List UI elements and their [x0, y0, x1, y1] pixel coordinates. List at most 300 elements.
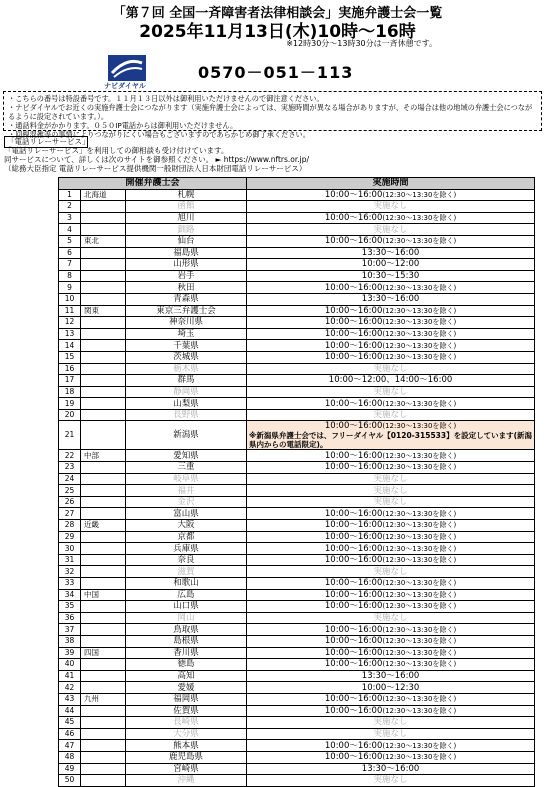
table-row: [59, 705, 535, 717]
region-label: [81, 554, 126, 566]
bar-association-name: 徳島: [126, 659, 247, 671]
bar-association-name: 宮崎県: [126, 763, 247, 775]
time-value: 10:00〜16:00: [324, 555, 383, 566]
time-cell: [247, 775, 535, 787]
region-label: [81, 485, 126, 497]
time-value: 13:30〜16:00: [361, 247, 420, 258]
row-number: 20: [59, 409, 81, 421]
row-number: 31: [59, 554, 81, 566]
bar-association-name: 福岡県: [126, 693, 247, 705]
row-number: 5: [59, 235, 81, 247]
time-cell: [247, 293, 535, 305]
time-cell: [247, 450, 535, 462]
table-row: [59, 247, 535, 259]
row-number: 50: [59, 775, 81, 787]
time-value: 10:00〜16:00: [324, 398, 383, 409]
row-number: 27: [59, 508, 81, 520]
time-value: 10:00〜16:00: [324, 213, 383, 224]
time-value: 10:00〜16:00: [324, 508, 383, 519]
time-cell: [247, 375, 535, 387]
time-cell: [247, 751, 535, 763]
time-cell: [247, 282, 535, 294]
bar-association-name: 長崎県: [126, 717, 247, 729]
time-value: 実施なし: [373, 473, 408, 484]
bar-association-name: 函館: [126, 201, 247, 213]
relay-service-box: 「電話リレーサービス」: [4, 136, 88, 148]
col-header-association: 開催弁護士会: [59, 178, 247, 190]
time-value: 10:00〜16:00: [324, 305, 383, 316]
row-number: 12: [59, 317, 81, 329]
time-value: 10:00〜16:00: [324, 340, 383, 351]
row-number: 45: [59, 717, 81, 729]
table-row: [59, 531, 535, 543]
break-exclusion-note: (12:30〜13:30を除く): [382, 660, 457, 669]
bar-association-name: 長野県: [126, 409, 247, 421]
bar-association-name: 愛媛: [126, 682, 247, 694]
time-value: 10:00〜16:00: [324, 659, 383, 670]
row-number: 44: [59, 705, 81, 717]
region-label: [81, 775, 126, 787]
bar-association-name: 愛知県: [126, 450, 247, 462]
bar-association-name: 富山県: [126, 508, 247, 520]
time-value: 10:00〜16:00: [324, 705, 383, 716]
bar-association-name: 大分県: [126, 728, 247, 740]
break-exclusion-note: (12:30〜13:30を除く): [382, 625, 457, 634]
region-label: [81, 340, 126, 352]
table-row: [59, 578, 535, 590]
table-row: [59, 693, 535, 705]
region-label: [81, 624, 126, 636]
bar-association-name: 和歌山: [126, 578, 247, 590]
time-cell: [247, 693, 535, 705]
bar-association-name: 大阪: [126, 520, 247, 532]
bar-association-name: 鳥取県: [126, 624, 247, 636]
notice-box: [3, 91, 542, 139]
row-number: 42: [59, 682, 81, 694]
region-label: [81, 363, 126, 375]
time-value: 10:00〜16:00: [324, 329, 383, 340]
bar-association-name: 埼玉: [126, 328, 247, 340]
region-label: [81, 375, 126, 387]
table-row: [59, 543, 535, 555]
region-label: 中国: [81, 589, 126, 601]
region-label: [81, 282, 126, 294]
bar-association-name: 青森県: [126, 293, 247, 305]
region-label: [81, 247, 126, 259]
break-exclusion-note: (12:30〜13:30を除く): [382, 695, 457, 704]
row-number: 1: [59, 189, 81, 201]
time-value: 13:30〜16:00: [361, 294, 420, 305]
break-exclusion-note: (12:30〜13:30を除く): [382, 590, 457, 599]
region-label: 四国: [81, 647, 126, 659]
phone-number: 0570－051－113: [198, 63, 354, 82]
bar-association-name: 茨城県: [126, 351, 247, 363]
region-label: [81, 705, 126, 717]
row-number: 49: [59, 763, 81, 775]
break-exclusion-note: (12:30〜13:30を除く): [382, 648, 457, 657]
bar-association-name: 奈良: [126, 554, 247, 566]
time-cell: [247, 635, 535, 647]
break-exclusion-note: (12:30〜13:30を除く): [382, 283, 457, 292]
row-number: 22: [59, 450, 81, 462]
time-value: 実施なし: [373, 717, 408, 728]
break-exclusion-note: (12:30〜13:30を除く): [382, 637, 457, 646]
region-label: [81, 201, 126, 213]
region-label: [81, 751, 126, 763]
time-cell: [247, 235, 535, 247]
time-value: 10:00〜16:00: [324, 589, 383, 600]
bar-association-name: 兵庫県: [126, 543, 247, 555]
time-cell: [247, 224, 535, 236]
time-value: 10:00〜16:00: [324, 352, 383, 363]
break-exclusion-note: (12:30〜13:30を除く): [382, 521, 457, 530]
relay-line: 「電話リレーサービス」を利用しての御相談も受け付けています。: [4, 146, 229, 155]
break-exclusion-note: (12:30〜13:30を除く): [382, 190, 457, 199]
bar-association-name: 群馬: [126, 375, 247, 387]
bar-association-name: 千葉県: [126, 340, 247, 352]
time-cell: [247, 363, 535, 375]
table-row: [59, 282, 535, 294]
time-value: 実施なし: [373, 485, 408, 496]
table-row: [59, 421, 535, 450]
table-row: [59, 682, 535, 694]
time-value: 10:00〜16:00: [324, 578, 383, 589]
row-number: 28: [59, 520, 81, 532]
region-label: 近畿: [81, 520, 126, 532]
region-label: [81, 317, 126, 329]
row-number: 47: [59, 740, 81, 752]
region-label: [81, 421, 126, 450]
special-note: ※新潟県弁護士会では、フリーダイヤル【0120-315533】を設定しています(新潟県内からの電話限定)。: [249, 431, 533, 450]
time-cell: [247, 717, 535, 729]
table-row: [59, 235, 535, 247]
table-row: [59, 340, 535, 352]
row-number: 43: [59, 693, 81, 705]
table-row: [59, 351, 535, 363]
bar-association-name: 三重: [126, 462, 247, 474]
time-cell: [247, 409, 535, 421]
bar-association-name: 山形県: [126, 259, 247, 271]
time-value: 10:00〜16:00: [324, 752, 383, 763]
bar-association-name: 旭川: [126, 212, 247, 224]
row-number: 10: [59, 293, 81, 305]
time-cell: [247, 728, 535, 740]
time-value: 10:00〜12:00: [361, 259, 420, 270]
bar-association-name: 京都: [126, 531, 247, 543]
bar-association-name: 沖縄: [126, 775, 247, 787]
table-row: [59, 647, 535, 659]
time-value: 10:00〜16:00: [324, 189, 383, 200]
row-number: 15: [59, 351, 81, 363]
break-note: ※12時30分〜13時30分は一斉休憩です。: [286, 39, 437, 48]
region-label: 関東: [81, 305, 126, 317]
table-row: [59, 270, 535, 282]
region-label: [81, 717, 126, 729]
row-number: 35: [59, 601, 81, 613]
table-row: [59, 462, 535, 474]
region-label: [81, 328, 126, 340]
bar-association-name: 福井: [126, 485, 247, 497]
break-exclusion-note: (12:30〜13:30を除く): [382, 341, 457, 350]
break-exclusion-note: (12:30〜13:30を除く): [382, 509, 457, 518]
time-cell: [247, 462, 535, 474]
row-number: 36: [59, 612, 81, 624]
time-cell: [247, 508, 535, 520]
time-value: 10:00〜16:00: [324, 543, 383, 554]
time-cell: [247, 659, 535, 671]
row-number: 17: [59, 375, 81, 387]
break-exclusion-note: (12:30〜13:30を除く): [382, 544, 457, 553]
row-number: 39: [59, 647, 81, 659]
table-row: [59, 670, 535, 682]
table-row: [59, 601, 535, 613]
row-number: 25: [59, 485, 81, 497]
table-row: [59, 496, 535, 508]
break-exclusion-note: (12:30〜13:30を除く): [382, 318, 457, 327]
region-label: 中部: [81, 450, 126, 462]
bar-association-name: 鹿児島県: [126, 751, 247, 763]
row-number: 38: [59, 635, 81, 647]
table-row: [59, 763, 535, 775]
time-cell: [247, 647, 535, 659]
row-number: 14: [59, 340, 81, 352]
time-cell: [247, 740, 535, 752]
region-label: [81, 351, 126, 363]
row-number: 48: [59, 751, 81, 763]
time-cell: [247, 705, 535, 717]
row-number: 41: [59, 670, 81, 682]
page-title: 「第７回 全国一斉障害者法律相談会」実施弁護士会一覧: [112, 6, 443, 21]
table-body: [59, 189, 535, 786]
bar-association-name: 山口県: [126, 601, 247, 613]
time-cell: [247, 340, 535, 352]
row-number: 18: [59, 386, 81, 398]
table-row: [59, 450, 535, 462]
row-number: 7: [59, 259, 81, 271]
time-cell: [247, 351, 535, 363]
region-label: [81, 543, 126, 555]
time-cell: [247, 520, 535, 532]
table-row: [59, 409, 535, 421]
time-cell: [247, 601, 535, 613]
notice-line: ・こちらの番号は特設番号です。１１月１３日以外は御利用いただけませんので御注意ください。: [8, 94, 324, 103]
row-number: 11: [59, 305, 81, 317]
table-row: [59, 554, 535, 566]
time-cell: [247, 421, 535, 450]
table-row: [59, 589, 535, 601]
break-exclusion-note: (12:30〜13:30を除く): [382, 237, 457, 246]
time-value: 13:30〜16:00: [361, 763, 420, 774]
time-cell: [247, 624, 535, 636]
region-label: [81, 496, 126, 508]
time-value: 10:00〜16:00: [324, 531, 383, 542]
region-label: [81, 224, 126, 236]
bar-association-name: 神奈川県: [126, 317, 247, 329]
bar-association-name: 滋賀: [126, 566, 247, 578]
table-row: [59, 473, 535, 485]
break-exclusion-note: (12:30〜13:30を除く): [382, 556, 457, 565]
row-number: 32: [59, 566, 81, 578]
bar-association-name: 金沢: [126, 496, 247, 508]
notice-line: ・通話料金がかかります。０５０IP電話からは御利用いただけません。: [8, 121, 238, 130]
bar-association-name: 島根県: [126, 635, 247, 647]
time-value: 10:00〜16:00: [324, 636, 383, 647]
bar-association-name: 栃木県: [126, 363, 247, 375]
col-header-time: 実施時間: [247, 178, 535, 190]
region-label: 九州: [81, 693, 126, 705]
region-label: [81, 670, 126, 682]
row-number: 23: [59, 462, 81, 474]
region-label: [81, 635, 126, 647]
time-value: 実施なし: [373, 201, 408, 212]
row-number: 26: [59, 496, 81, 508]
time-cell: [247, 398, 535, 410]
row-number: 40: [59, 659, 81, 671]
region-label: [81, 612, 126, 624]
break-exclusion-note: (12:30〜13:30を除く): [382, 306, 457, 315]
time-value: 実施なし: [373, 566, 408, 577]
bar-association-name: 静岡県: [126, 386, 247, 398]
time-cell: [247, 247, 535, 259]
table-row: [59, 775, 535, 787]
region-label: [81, 682, 126, 694]
table-row: [59, 212, 535, 224]
row-number: 46: [59, 728, 81, 740]
event-date: 2025年11月13日(木)10時〜16時: [139, 22, 416, 42]
time-cell: [247, 589, 535, 601]
table-row: [59, 293, 535, 305]
time-value: 10:00〜16:00: [324, 450, 383, 461]
time-cell: [247, 612, 535, 624]
break-exclusion-note: (12:30〜13:30を除く): [382, 463, 457, 472]
time-value: 10:00〜16:00: [324, 282, 383, 293]
region-label: [81, 531, 126, 543]
region-label: [81, 578, 126, 590]
table-row: [59, 659, 535, 671]
relay-line: 同サービスについて、詳しくは次のサイトを御参照ください。 ► https://www.nftrs.or.jp/: [4, 155, 310, 164]
table-row: [59, 201, 535, 213]
time-value: 実施なし: [373, 613, 408, 624]
row-number: 13: [59, 328, 81, 340]
time-value: 10:00〜16:00: [324, 601, 383, 612]
region-label: [81, 398, 126, 410]
table-header-row: [59, 178, 535, 190]
region-label: [81, 462, 126, 474]
bar-association-name: 新潟県: [126, 421, 247, 450]
row-number: 2: [59, 201, 81, 213]
time-value: 10:00〜16:00: [324, 647, 383, 658]
time-value: 実施なし: [373, 363, 408, 374]
row-number: 6: [59, 247, 81, 259]
bar-association-name: 東京三弁護士会: [126, 305, 247, 317]
region-label: [81, 728, 126, 740]
table-row: [59, 485, 535, 497]
break-exclusion-note: (12:30〜13:30を除く): [382, 706, 457, 715]
time-cell: [247, 189, 535, 201]
row-number: 29: [59, 531, 81, 543]
table-row: [59, 317, 535, 329]
bar-association-name: 岐阜県: [126, 473, 247, 485]
time-cell: [247, 201, 535, 213]
break-exclusion-note: (12:30〜13:30を除く): [382, 422, 457, 431]
region-label: [81, 763, 126, 775]
region-label: [81, 601, 126, 613]
bar-association-name: 福島県: [126, 247, 247, 259]
table-row: [59, 224, 535, 236]
time-cell: [247, 531, 535, 543]
bar-association-name: 釧路: [126, 224, 247, 236]
break-exclusion-note: (12:30〜13:30を除く): [382, 741, 457, 750]
region-label: [81, 259, 126, 271]
time-cell: [247, 763, 535, 775]
region-label: 北海道: [81, 189, 126, 201]
navi-dial-logo-icon: [108, 55, 146, 81]
region-label: [81, 293, 126, 305]
row-number: 16: [59, 363, 81, 375]
row-number: 3: [59, 212, 81, 224]
table-row: [59, 728, 535, 740]
row-number: 8: [59, 270, 81, 282]
row-number: 33: [59, 578, 81, 590]
time-value: 10:00〜12:00、14:00〜16:00: [328, 375, 453, 386]
table-row: [59, 566, 535, 578]
relay-line: （総務大臣指定 電話リレーサービス提供機関一般財団法人日本財団電話リレーサービス）: [4, 164, 307, 173]
table-row: [59, 717, 535, 729]
bar-association-name: 仙台: [126, 235, 247, 247]
time-cell: [247, 386, 535, 398]
bar-association-name: 岡山: [126, 612, 247, 624]
time-cell: [247, 496, 535, 508]
row-number: 19: [59, 398, 81, 410]
table-row: [59, 740, 535, 752]
bar-association-name: 岩手: [126, 270, 247, 282]
bar-association-table: [58, 177, 535, 787]
bar-association-name: 熊本県: [126, 740, 247, 752]
table-row: [59, 520, 535, 532]
time-cell: [247, 212, 535, 224]
break-exclusion-note: (12:30〜13:30を除く): [382, 532, 457, 541]
row-number: 30: [59, 543, 81, 555]
bar-association-name: 佐賀県: [126, 705, 247, 717]
time-value: 実施なし: [373, 729, 408, 740]
table-row: [59, 398, 535, 410]
region-label: [81, 473, 126, 485]
time-value: 実施なし: [373, 410, 408, 421]
time-cell: [247, 485, 535, 497]
break-exclusion-note: (12:30〜13:30を除く): [382, 399, 457, 408]
table-row: [59, 259, 535, 271]
region-label: [81, 566, 126, 578]
break-exclusion-note: (12:30〜13:30を除く): [382, 602, 457, 611]
region-label: [81, 270, 126, 282]
table-row: [59, 751, 535, 763]
time-cell: [247, 317, 535, 329]
time-value: 実施なし: [373, 386, 408, 397]
table-row: [59, 386, 535, 398]
time-value: 10:00〜16:00: [324, 624, 383, 635]
break-exclusion-note: (12:30〜13:30を除く): [382, 353, 457, 362]
break-exclusion-note: (12:30〜13:30を除く): [382, 753, 457, 762]
table-row: [59, 363, 535, 375]
time-value: 10:00〜16:00: [324, 462, 383, 473]
table-row: [59, 328, 535, 340]
region-label: [81, 212, 126, 224]
region-label: 東北: [81, 235, 126, 247]
time-value: 10:00〜16:00: [324, 520, 383, 531]
time-value: 10:00〜16:00: [324, 694, 383, 705]
time-value: 10:00〜16:00: [324, 236, 383, 247]
time-cell: [247, 259, 535, 271]
